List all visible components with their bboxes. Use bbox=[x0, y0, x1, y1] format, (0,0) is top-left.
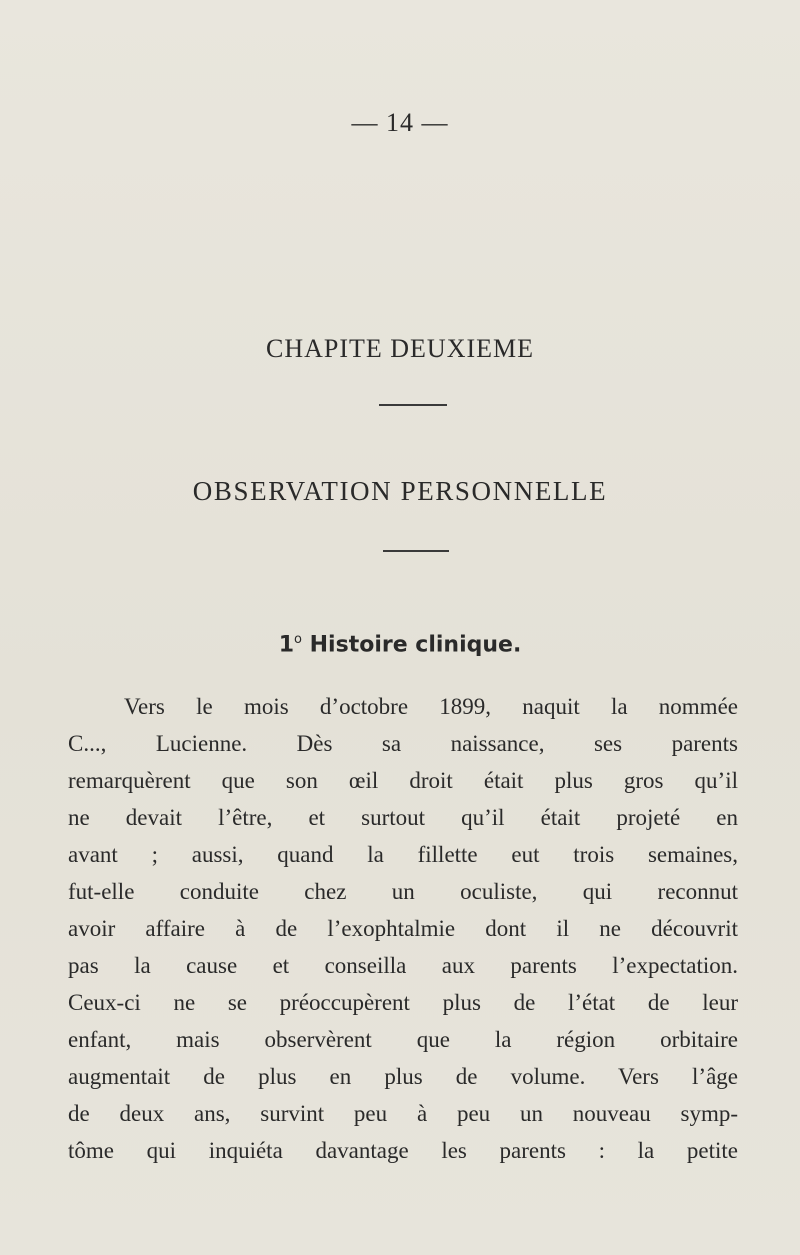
text-line: Vers le mois d’octobre 1899, naquit la nommée bbox=[124, 694, 738, 719]
text-line: avant ; aussi, quand la fillette eut trois semaines, bbox=[68, 842, 738, 867]
subsection-ordinal: o bbox=[294, 632, 302, 647]
text-line: pas la cause et conseilla aux parents l’expectation. bbox=[68, 953, 738, 978]
text-line: C..., Lucienne. Dès sa naissance, ses parents bbox=[68, 731, 738, 756]
subsection-title: Histoire clinique. bbox=[309, 632, 522, 658]
section-title: OBSERVATION PERSONNELLE bbox=[192, 476, 608, 506]
text-line: augmentait de plus en plus de volume. Vers l’âge bbox=[68, 1064, 738, 1089]
text-line: remarquèrent que son œil droit était plus gros qu’il bbox=[68, 768, 738, 793]
body-paragraph bbox=[68, 688, 738, 1169]
text-line: tôme qui inquiéta davantage les parents : la petite bbox=[68, 1138, 738, 1163]
subsection-number: 1 bbox=[278, 632, 294, 658]
text-line: avoir affaire à de l’exophtalmie dont il ne découvrit bbox=[68, 916, 738, 941]
text-line: Ceux-ci ne se préoccupèrent plus de l’état de leur bbox=[68, 990, 738, 1015]
text-line: de deux ans, survint peu à peu un nouveau symp- bbox=[68, 1101, 738, 1126]
chapter-title: CHAPITE DEUXIEME bbox=[265, 334, 535, 363]
text-line: enfant, mais observèrent que la région orbitaire bbox=[68, 1027, 738, 1052]
text-line: fut-elle conduite chez un oculiste, qui reconnut bbox=[68, 879, 738, 904]
page-number: — 14 — bbox=[351, 108, 449, 137]
text-line: ne devait l’être, et surtout qu’il était projeté en bbox=[68, 805, 738, 830]
divider-rule bbox=[383, 550, 449, 552]
divider-rule bbox=[379, 404, 447, 406]
subsection-heading bbox=[0, 632, 800, 657]
